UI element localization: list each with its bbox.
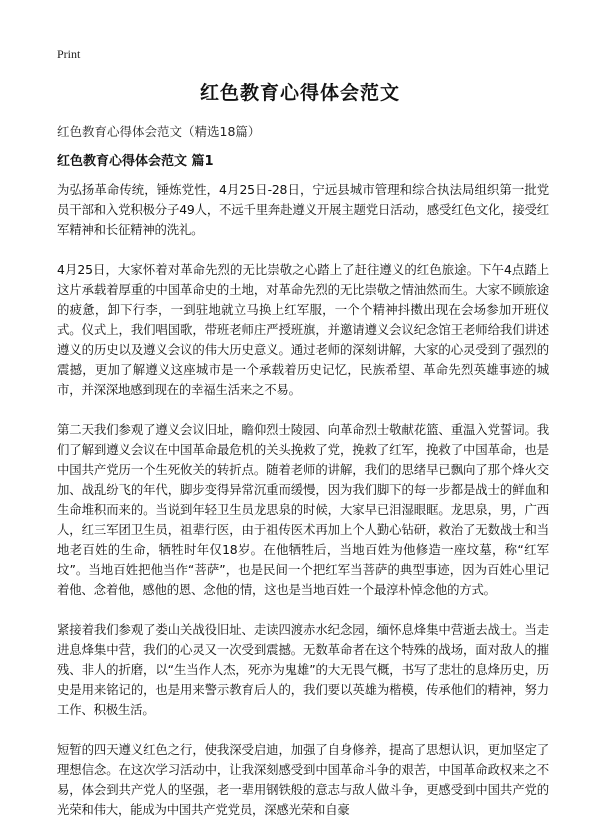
paragraph-1: 为弘扬革命传统，锤炼党性，4月25日-28日，宁远县城市管理和综合执法局组织第一批党员干部和入党积极分子49人，不远千里奔赴遵义开展主题党日活动，感受红色文化，接受红军精神和长征精神的洗礼。 (57, 182, 549, 237)
paragraph-2: 4月25日，大家怀着对革命先烈的无比崇敬之心踏上了赶往遵义的红色旅途。下午4点踏上这片承载着厚重的中国革命史的土地，对革命先烈的无比崇敬之情油然而生。大家不顾旅途的疲惫，卸下行李，一到驻地就立马换上红军服，一个个精神抖擞出现在会场参加开班仪式。仪式上，我们唱国歌，带班老师庄严授班旗，并邀请遵义会议纪念馆王老师给我们讲述遵义的历史以及遵义会议的伟大历史意义。通过老师的深刻讲解，大家的心灵受到了强烈的震撼，更加了解遵义这座城市是一个承载着历史记忆，民族希望、革命先烈英雄事迹的城市，并深深地感到现在的幸福生活来之不易。 (57, 262, 549, 397)
print-link[interactable]: Print (57, 47, 81, 61)
article-body (57, 180, 549, 840)
page-title: 红色教育心得体会范文 (199, 82, 400, 104)
paragraph-4: 紧接着我们参观了娄山关战役旧址、走读四渡赤水纪念园，缅怀息烽集中营逝去战士。当走进息烽集中营，我们的心灵又一次受到震撼。无数革命者在这个特殊的战场，面对敌人的摧残、非人的折磨，以“生当作人杰，死亦为鬼雄”的大无畏气概，书写了悲壮的息烽历史，历史是用来铭记的，也是用来警示教育后人的，我们要以英雄为楷模，传承他们的精神，努力工作、积极生活。 (57, 622, 549, 717)
paragraph-5: 短暂的四天遵义红色之行，使我深受启迪，加强了自身修养，提高了思想认识，更加坚定了理想信念。在这次学习活动中，让我深刻感受到中国革命斗争的艰苦，中国革命政权来之不易，体会到共产党人的坚强，老一辈用钢铁般的意志与敌人做斗争，更感受到中国共产党的光荣和伟大，能成为中国共产党党员，深感光荣和自豪 (57, 742, 549, 817)
paragraph-3: 第二天我们参观了遵义会议旧址，瞻仰烈士陵园、向革命烈士敬献花篮、重温入党誓词。我们了解到遵义会议在中国革命最危机的关头挽救了党，挽救了红军，挽救了中国革命，也是中国共产党历一个生死攸关的转折点。随着老师的讲解，我们的思绪早已飘向了那个烽火交加、战乱纷飞的年代，脚步变得异常沉重而缓慢，因为我们脚下的每一步都是战士的鲜血和生命堆积而来的。当说到年轻卫生员龙思泉的时候，大家早已泪湿眼眶。龙思泉，男，广西人，红三军团卫生员，祖辈行医，由于祖传医术再加上个人勤心钻研，救治了无数战士和当地老百姓的生命，牺牲时年仅18岁。在他牺牲后，当地百姓为他修造一座坟墓，称“红军坟”。当地百姓把他当作“菩萨”，也是民间一个把红军当菩萨的典型事迹，因为百姓心里记着他、念着他，感他的恩、念他的情，这也是当地百姓一个最淳朴悼念他的方式。 (57, 422, 549, 597)
document-subtitle: 红色教育心得体会范文（精选18篇） (57, 124, 261, 139)
section-heading: 红色教育心得体会范文 篇1 (57, 154, 214, 169)
